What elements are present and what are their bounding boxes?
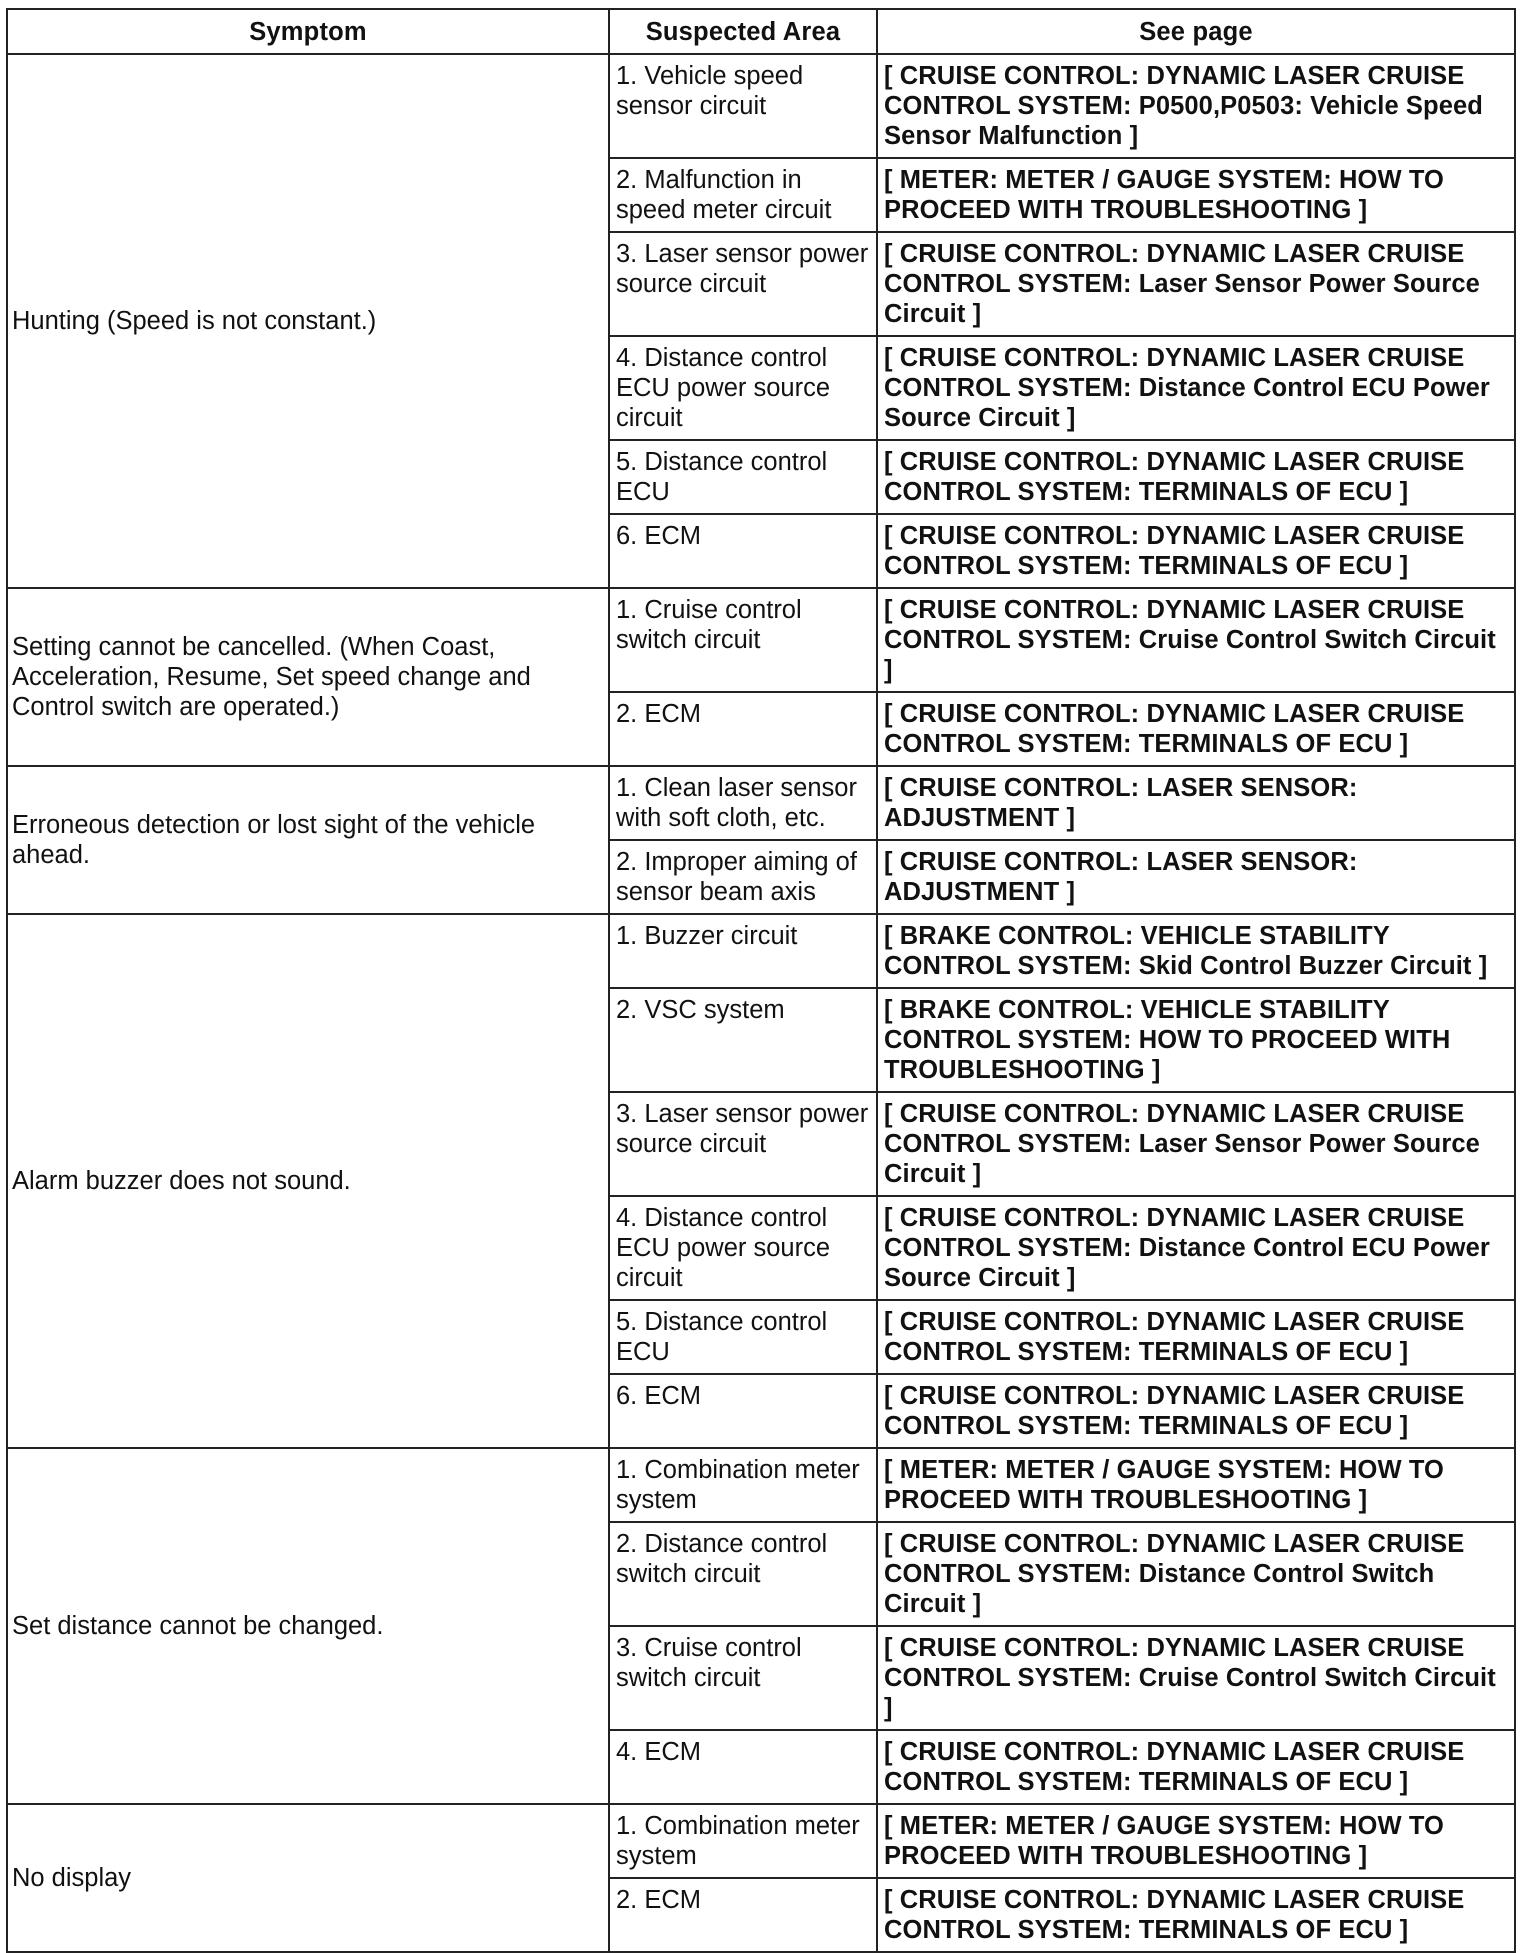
see-page-reference: [ CRUISE CONTROL: DYNAMIC LASER CRUISE CONTROL SYSTEM: TERMINALS OF ECU ] [877,1300,1515,1374]
table-row [7,1804,1515,1878]
see-page-reference: [ CRUISE CONTROL: DYNAMIC LASER CRUISE CONTROL SYSTEM: Cruise Control Switch Circuit ] [877,1626,1515,1730]
see-page-reference: [ CRUISE CONTROL: DYNAMIC LASER CRUISE CONTROL SYSTEM: Laser Sensor Power Source Circuit ] [877,232,1515,336]
suspected-area-cell: 4. Distance control ECU power source circuit [609,336,877,440]
see-page-reference: [ CRUISE CONTROL: LASER SENSOR: ADJUSTMENT ] [877,766,1515,840]
see-page-reference: [ CRUISE CONTROL: LASER SENSOR: ADJUSTMENT ] [877,840,1515,914]
see-page-reference: [ CRUISE CONTROL: DYNAMIC LASER CRUISE CONTROL SYSTEM: TERMINALS OF ECU ] [877,514,1515,588]
table-header [7,9,1515,54]
suspected-area-cell: 1. Combination meter system [609,1448,877,1522]
suspected-area-cell: 1. Combination meter system [609,1804,877,1878]
table-body [7,54,1515,1952]
suspected-area-cell: 3. Laser sensor power source circuit [609,1092,877,1196]
see-page-reference: [ CRUISE CONTROL: DYNAMIC LASER CRUISE CONTROL SYSTEM: Distance Control Switch Circuit ] [877,1522,1515,1626]
suspected-area-cell: 3. Cruise control switch circuit [609,1626,877,1730]
see-page-reference: [ CRUISE CONTROL: DYNAMIC LASER CRUISE CONTROL SYSTEM: TERMINALS OF ECU ] [877,1730,1515,1804]
suspected-area-cell: 1. Buzzer circuit [609,914,877,988]
suspected-area-cell: 2. VSC system [609,988,877,1092]
symptom-cell: Setting cannot be cancelled. (When Coast, Acceleration, Resume, Set speed change and Control switch are operated.) [7,588,609,766]
table-row [7,588,1515,692]
symptom-cell: Set distance cannot be changed. [7,1448,609,1804]
suspected-area-cell: 2. Distance control switch circuit [609,1522,877,1626]
table-row [7,766,1515,840]
see-page-reference: [ BRAKE CONTROL: VEHICLE STABILITY CONTROL SYSTEM: HOW TO PROCEED WITH TROUBLESHOOTING ] [877,988,1515,1092]
symptom-cell: Erroneous detection or lost sight of the vehicle ahead. [7,766,609,914]
symptom-cell: No display [7,1804,609,1952]
see-page-reference: [ BRAKE CONTROL: VEHICLE STABILITY CONTROL SYSTEM: Skid Control Buzzer Circuit ] [877,914,1515,988]
see-page-reference: [ CRUISE CONTROL: DYNAMIC LASER CRUISE CONTROL SYSTEM: TERMINALS OF ECU ] [877,692,1515,766]
suspected-area-cell: 5. Distance control ECU [609,1300,877,1374]
suspected-area-cell: 6. ECM [609,514,877,588]
suspected-area-cell: 4. Distance control ECU power source circuit [609,1196,877,1300]
symptom-cell: Hunting (Speed is not constant.) [7,54,609,588]
suspected-area-cell: 2. ECM [609,1878,877,1952]
see-page-reference: [ CRUISE CONTROL: DYNAMIC LASER CRUISE CONTROL SYSTEM: Cruise Control Switch Circuit ] [877,588,1515,692]
suspected-area-cell: 1. Clean laser sensor with soft cloth, etc. [609,766,877,840]
header-row [7,9,1515,54]
see-page-reference: [ CRUISE CONTROL: DYNAMIC LASER CRUISE CONTROL SYSTEM: P0500,P0503: Vehicle Speed Sensor Malfunction ] [877,54,1515,158]
troubleshooting-table [6,8,1516,1953]
header-suspected-area: Suspected Area [609,9,877,54]
suspected-area-cell: 2. Improper aiming of sensor beam axis [609,840,877,914]
suspected-area-cell: 4. ECM [609,1730,877,1804]
see-page-reference: [ CRUISE CONTROL: DYNAMIC LASER CRUISE CONTROL SYSTEM: Distance Control ECU Power Source Circuit ] [877,1196,1515,1300]
see-page-reference: [ CRUISE CONTROL: DYNAMIC LASER CRUISE CONTROL SYSTEM: Distance Control ECU Power Source Circuit ] [877,336,1515,440]
table-row [7,1448,1515,1522]
suspected-area-cell: 1. Cruise control switch circuit [609,588,877,692]
see-page-reference: [ METER: METER / GAUGE SYSTEM: HOW TO PROCEED WITH TROUBLESHOOTING ] [877,158,1515,232]
symptom-cell: Alarm buzzer does not sound. [7,914,609,1448]
table-row [7,914,1515,988]
suspected-area-cell: 2. Malfunction in speed meter circuit [609,158,877,232]
see-page-reference: [ METER: METER / GAUGE SYSTEM: HOW TO PROCEED WITH TROUBLESHOOTING ] [877,1804,1515,1878]
suspected-area-cell: 1. Vehicle speed sensor circuit [609,54,877,158]
suspected-area-cell: 5. Distance control ECU [609,440,877,514]
suspected-area-cell: 3. Laser sensor power source circuit [609,232,877,336]
see-page-reference: [ CRUISE CONTROL: DYNAMIC LASER CRUISE CONTROL SYSTEM: TERMINALS OF ECU ] [877,1878,1515,1952]
table-row [7,54,1515,158]
see-page-reference: [ CRUISE CONTROL: DYNAMIC LASER CRUISE CONTROL SYSTEM: TERMINALS OF ECU ] [877,440,1515,514]
header-see-page: See page [877,9,1515,54]
see-page-reference: [ METER: METER / GAUGE SYSTEM: HOW TO PROCEED WITH TROUBLESHOOTING ] [877,1448,1515,1522]
suspected-area-cell: 2. ECM [609,692,877,766]
header-symptom: Symptom [7,9,609,54]
see-page-reference: [ CRUISE CONTROL: DYNAMIC LASER CRUISE CONTROL SYSTEM: TERMINALS OF ECU ] [877,1374,1515,1448]
suspected-area-cell: 6. ECM [609,1374,877,1448]
see-page-reference: [ CRUISE CONTROL: DYNAMIC LASER CRUISE CONTROL SYSTEM: Laser Sensor Power Source Circuit ] [877,1092,1515,1196]
